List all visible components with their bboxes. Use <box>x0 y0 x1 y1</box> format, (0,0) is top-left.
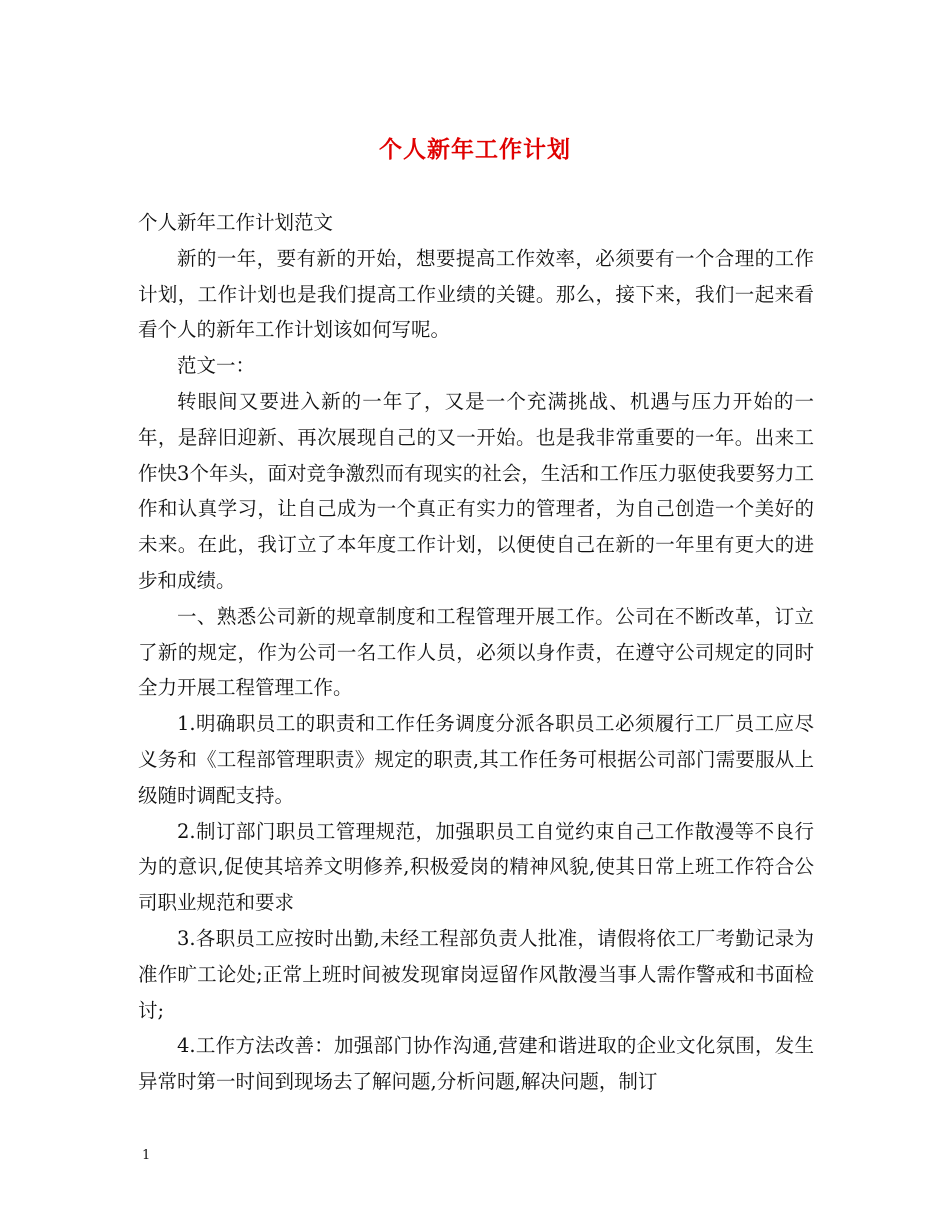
intro-paragraph: 新的一年，要有新的开始，想要提高工作效率，必须要有一个合理的工作计划，工作计划也是我们提高工作业绩的关键。那么，接下来，我们一起来看看个人的新年工作计划该如何写呢。 <box>138 246 814 342</box>
list-item-3: 3.各职员工应按时出勤,未经工程部负责人批准，请假将依工厂考勤记录为准作旷工论处;正常上班时间被发现窜岗逗留作风散漫当事人需作警戒和书面检讨; <box>138 926 814 1022</box>
page-number: 1 <box>142 1148 151 1163</box>
subtitle-paragraph: 个人新年工作计划范文 <box>138 211 334 234</box>
section-paragraph: 一、熟悉公司新的规章制度和工程管理开展工作。公司在不断改革，订立了新的规定，作为公司一名工作人员，必须以身作责，在遵守公司规定的同时全力开展工程管理工作。 <box>138 604 814 700</box>
document-body <box>138 205 814 1100</box>
list-item-1: 1.明确职员工的职责和工作任务调度分派各职员工必须履行工厂员工应尽义务和《工程部管理职责》规定的职责,其工作任务可根据公司部门需要服从上级随时调配支持。 <box>138 712 814 807</box>
sample-heading: 范文一： <box>177 354 256 378</box>
body-paragraph: 转眼间又要进入新的一年了，又是一个充满挑战、机遇与压力开始的一年，是辞旧迎新、再次展现自己的又一开始。也是我非常重要的一年。出来工作快3个年头，面对竞争激烈而有现实的社会，生活和工作压力驱使我要努力工作和认真学习，让自己成为一个真正有实力的管理者，为自己创造一个美好的未来。在此，我订立了本年度工作计划，以便使自己在新的一年里有更大的进步和成绩。 <box>138 389 814 592</box>
list-item-2: 2.制订部门职员工管理规范，加强职员工自觉约束自己工作散漫等不良行为的意识,促使其培养文明修养,积极爱岗的精神风貌,使其日常上班工作符合公司职业规范和要求 <box>138 819 814 915</box>
document-title: 个人新年工作计划 <box>379 136 571 163</box>
list-item-4: 4.工作方法改善：加强部门协作沟通,营建和谐进取的企业文化氛围，发生异常时第一时间到现场去了解问题,分析问题,解决问题，制订 <box>138 1034 814 1094</box>
